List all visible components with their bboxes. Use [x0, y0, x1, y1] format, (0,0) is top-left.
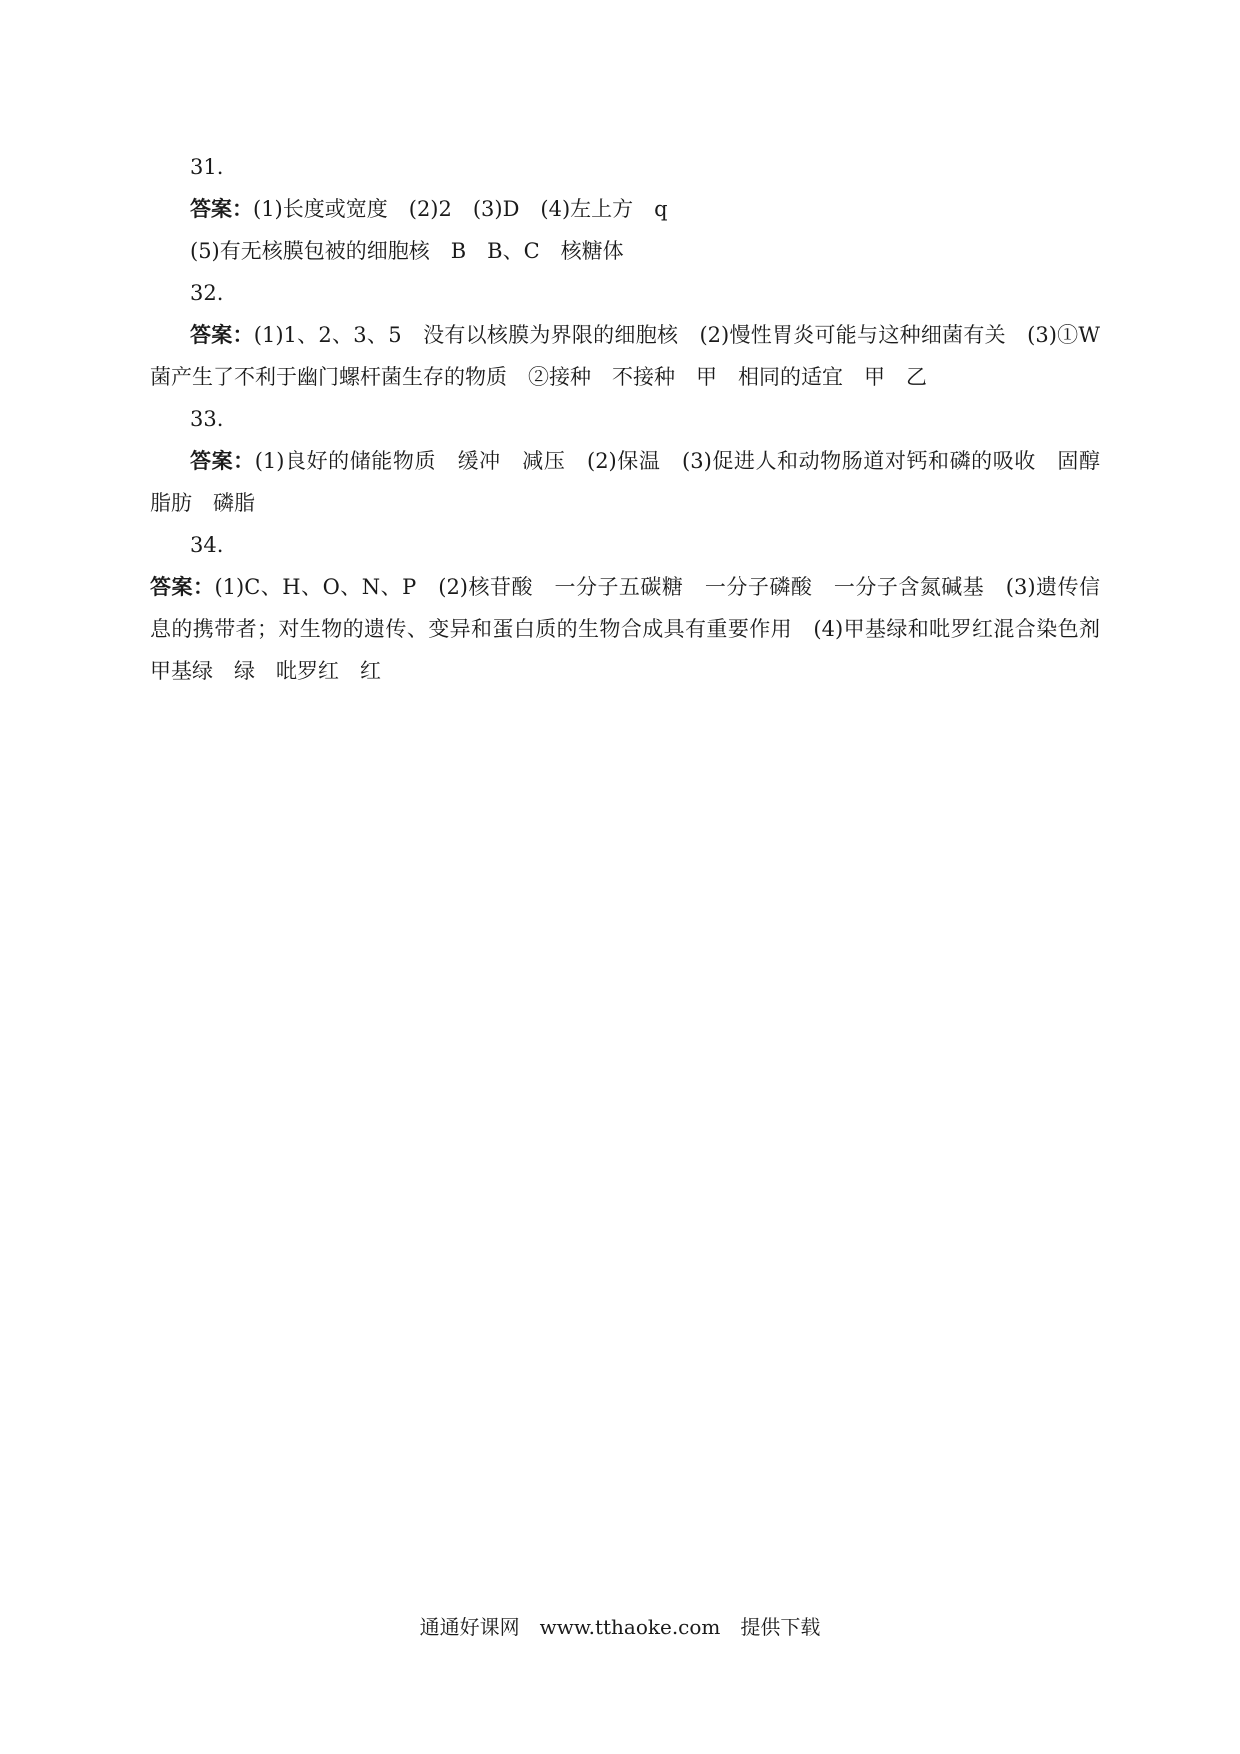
question-number-31: 31.: [190, 155, 224, 179]
answer-32: [150, 314, 1100, 398]
answer-label: 答案：: [190, 322, 254, 347]
answer-34: [150, 566, 1121, 692]
answer-label: 答案：: [190, 448, 255, 473]
answer-34-text: (1)C、H、O、N、P (2)核苷酸 一分子五碳糖 一分子磷酸 一分子含氮碱基 (3)遗传信息的携带者；对生物的遗传、变异和蛋白质的生物合成具有重要作用 (4)甲基绿和吡罗红混合染色剂 甲基绿 绿 吡罗红 红: [150, 575, 1121, 683]
answer-label: 答案：: [150, 574, 215, 599]
question-number-34: 34.: [190, 533, 224, 557]
answer-label: 答案：: [190, 196, 253, 221]
answer-content: [150, 146, 1121, 692]
question-number-33: 33.: [190, 407, 224, 431]
answer-31-text-1: (1)长度或宽度 (2)2 (3)D (4)左上方 q: [253, 197, 668, 221]
question-number-32: 32.: [190, 281, 224, 305]
answer-33: [150, 440, 1121, 524]
page-footer: 通通好课网 www.tthaoke.com 提供下载: [419, 1615, 821, 1639]
answer-31-line-2: (5)有无核膜包被的细胞核 B B、C 核糖体: [190, 239, 624, 263]
answer-31-line-1: [150, 188, 1100, 230]
answer-33-text: (1)良好的储能物质 缓冲 减压 (2)保温 (3)促进人和动物肠道对钙和磷的吸收 固醇 脂肪 磷脂: [150, 449, 1121, 515]
answer-32-text: (1)1、2、3、5 没有以核膜为界限的细胞核 (2)慢性胃炎可能与这种细菌有关 (3)①W菌产生了不利于幽门螺杆菌生存的物质 ②接种 不接种 甲 相同的适宜 甲 乙: [150, 323, 1101, 389]
